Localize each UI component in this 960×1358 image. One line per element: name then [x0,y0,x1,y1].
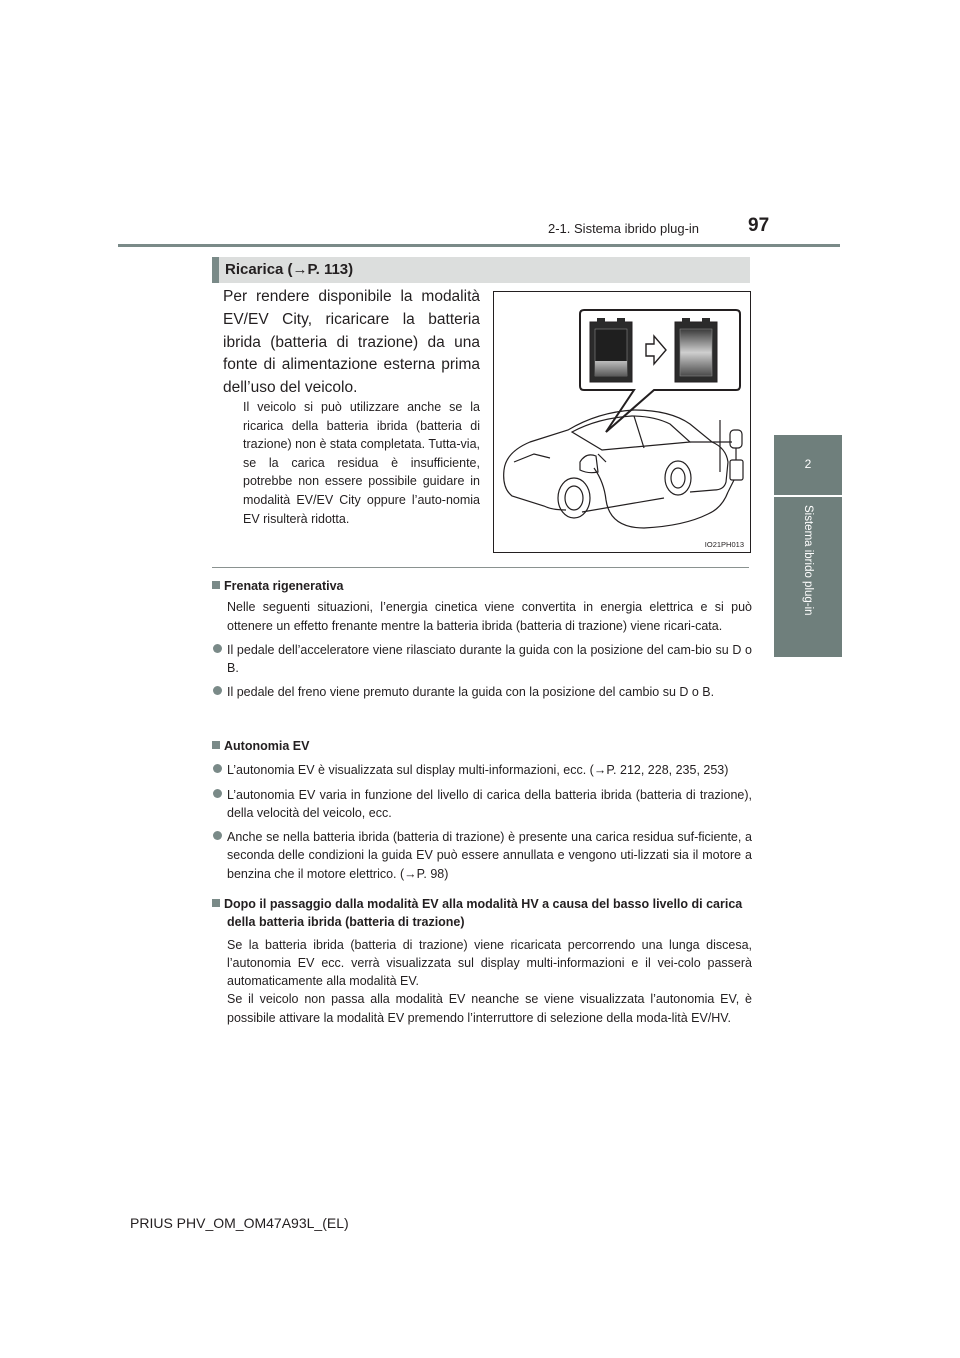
section-marker [212,257,219,283]
section-title: Ricarica (→P. 113) [225,261,354,278]
list-item [212,761,752,779]
car-charging-drawing [494,292,750,552]
square-bullet-icon [212,741,220,749]
car-icon [504,410,728,518]
bullet-dot-icon [213,686,222,695]
section-divider [212,567,749,568]
square-bullet-icon [212,581,220,589]
bullet-dot-icon [213,831,222,840]
intro-note: Il veicolo si può utilizzare anche se la ricarica della batteria ibrida (batteria di trazione) non è stata completata. Tutta-via, se la carica residua è insufficiente, potrebbe non essere possibile guidare in modalità EV/EV City oppure l’auto-nomia EV risulterà ridotta. [243,400,480,526]
list-item-text: L’autonomia EV varia in funzione del livello di carica della batteria ibrida (batteria di trazione), della velocità del veicolo, ecc. [227,787,752,820]
footer-code: PRIUS PHV_OM_OM47A93L_(EL) [130,1215,349,1231]
figure-code: IO21PH013 [704,540,744,549]
list-item [212,641,752,678]
list-item-text: L’autonomia EV è visualizzata sul display multi-informazioni, ecc. (→P. 212, 228, 235, 253) [227,763,729,778]
list-item [212,828,752,883]
bullet-dot-icon [213,644,222,653]
frenata-heading-text: Frenata rigenerativa [224,579,344,593]
autonomia-heading-text: Autonomia EV [224,739,310,753]
section-autonomia [212,737,752,883]
chapter-tab [774,497,842,657]
list-item-text: Il pedale dell’acceleratore viene rilasciato durante la guida con la posizione del cam-bio su D o B. [227,642,752,676]
running-header: 2-1. Sistema ibrido plug-in [548,221,700,236]
section-dopo-passaggio [212,895,752,1027]
chapter-tab-number: 2 [774,435,842,495]
section-frenata [212,577,752,702]
frenata-text: Nelle seguenti situazioni, l’energia cinetica viene convertita in energia elettrica e si può ottenere un effetto frenante mentre la batteria ibrida (batteria di trazione) viene ricari-cata. [227,600,752,633]
dopo-text-2: Se il veicolo non passa alla modalità EV neanche se viene visualizzata l’autonomia EV, è possibile attivare la modalità EV premendo l’interruttore di selezione della moda-lità EV/HV. [227,992,752,1025]
dopo-text-1: Se la batteria ibrida (batteria di trazione) viene ricaricata percorrendo una lunga discesa, l’autonomia EV ecc. verrà visualizzata sul display multi-informazioni e il vei-colo passerà automaticamente alla modalità EV. [227,937,752,989]
list-item-text: Il pedale del freno viene premuto durante la guida con la posizione del cambio su D o B. [227,685,715,700]
list-item-text: Anche se nella batteria ibrida (batteria di trazione) è presente una carica residua suf-ficiente, a seconda delle condizioni la guida EV può essere annullata e vengono uti-lizzati sia il motore a benzina che il motore elettrico. (→P. 98) [227,830,752,881]
chapter-tab-label: Sistema ibrido plug-in [802,505,814,616]
list-item [212,786,752,823]
bullet-dot-icon [213,789,222,798]
list-item [212,683,752,701]
frenata-heading [212,577,752,595]
square-bullet-icon [212,899,220,907]
battery-callout [580,310,740,432]
header-rule [118,244,840,247]
autonomia-heading [212,737,752,755]
dopo-heading [212,895,752,932]
dopo-heading-text: Dopo il passaggio dalla modalità EV alla modalità HV a causa del basso livello di carica della batteria ibrida (batteria di trazione) [224,897,743,930]
page-number: 97 [748,215,770,236]
bullet-dot-icon [213,764,222,773]
intro-text: Per rendere disponibile la modalità EV/EV City, ricaricare la batteria ibrida (batteria di trazione) da una fonte di alimentazione esterna prima dell’uso del veicolo. [223,288,480,397]
charging-cable-icon [594,420,743,528]
charging-illustration [493,291,751,553]
section-heading-bar [212,257,750,283]
